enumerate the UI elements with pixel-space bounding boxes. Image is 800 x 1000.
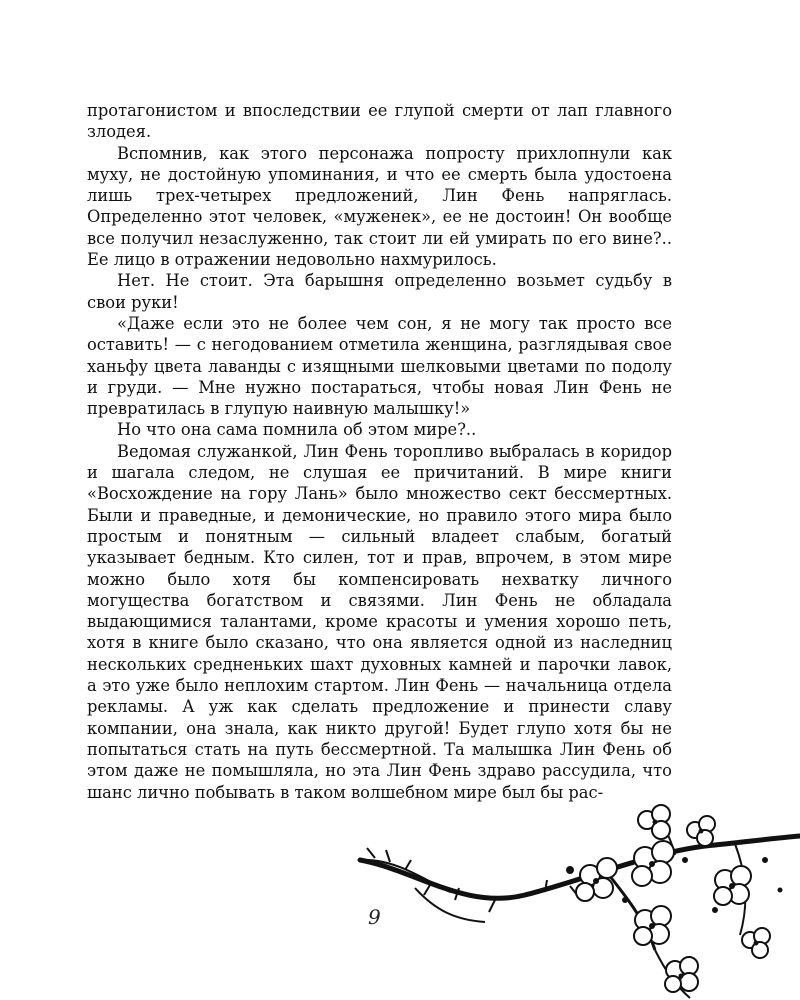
paragraph-6: Ведомая служанкой, Лин Фень торопливо выбралась в коридор и шагала следом, не слушая ее причитаний. В мире книги «Восхождение на гору Лань» было множество сект бессмертных. Были и праведные, и демонические, но правило этого мира было простым и понятным — сильный владеет слабым, богатый указывает бедным. Кто силен, тот и прав, впрочем, в этом мире можно было хотя бы компенсировать нехватку личного могущества богатством и связями. Лин Фень не обладала выдающимися талантами, кроме красоты и умения хорошо петь, хотя в книге было сказано, что она является одной из наследниц нескольких средненьких шахт духовных камней и парочки лавок, а это уже было неплохим стартом. Лин Фень — начальница отдела рекламы. А уж как сделать предложение и принести славу компании, она знала, как никто другой! Будет глупо хотя бы не попытаться стать на путь бессмертной. Та малышка Лин Фень об этом даже не помышляла, но эта Лин Фень здраво рассудила, что шанс лично побывать в таком волшебном мире был бы рас- <box>87 441 672 802</box>
cherry-blossom-branch-icon <box>355 800 800 1000</box>
paragraph-4: «Даже если это не более чем сон, я не могу так просто все оставить! — с негодованием отметила женщина, разглядывая свое ханьфу цвета лаванды с изящными шелковыми цветами по подолу и груди. — Мне нужно постараться, чтобы новая Лин Фень не превратилась в глупую наивную малышку!» <box>87 313 672 419</box>
paragraph-1: протагонистом и впоследствии ее глупой смерти от лап главного злодея. <box>87 101 672 142</box>
paragraph-5: Но что она сама помнила об этом мире?.. <box>117 420 477 440</box>
paragraph-2: Вспомнив, как этого персонажа попросту прихлопнули как муху, не достойную упоминания, и что ее смерть была удостоена лишь трех-четырех предложений, Лин Фень напряглась. Определенно этот человек, «муженек», ее не достоин! Он вообще все получил незаслуженно, так стоит ли ей умирать по его вине?.. Ее лицо в отражении недовольно нахмурилось. <box>87 143 672 270</box>
page-number: 9 <box>368 905 381 929</box>
paragraph-3: Нет. Не стоит. Эта барышня определенно возьмет судьбу в свои руки! <box>87 271 672 312</box>
body-text <box>87 100 672 803</box>
